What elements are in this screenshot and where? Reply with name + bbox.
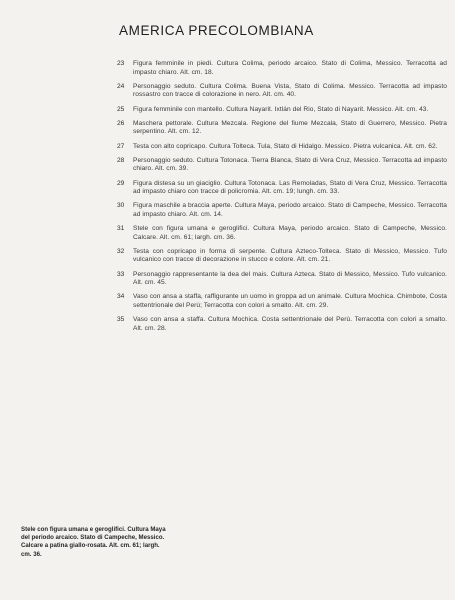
catalog-entry (117, 180, 447, 197)
catalog-entry (117, 316, 447, 333)
catalog-entry-list (117, 60, 447, 339)
entry-number: 26 (117, 119, 125, 127)
entry-description: Maschera pettorale. Cultura Mezcala. Regione del fiume Mezcala, Stato di Guerrero, Messico. Pietra serpentino. Alt. cm. 12. (133, 119, 447, 136)
entry-number: 35 (117, 316, 125, 324)
entry-description: Personaggio seduto. Cultura Colima. Buena Vista, Stato di Colima. Messico. Terracotta ad impasto rossastro con tracce di colorazione in nero. Alt. cm. 40. (133, 82, 447, 99)
entry-description: Personaggio rappresentante la dea del mais. Cultura Azteca. Stato di Messico, Messico. Tufo vulcanico. Alt. cm. 45. (133, 270, 447, 287)
entry-description: Testa con copricapo in forma di serpente. Cultura Azteco-Tolteca. Stato di Messico, Messico. Tufo vulcanico con tracce di decorazione in stucco e colore. Alt. cm. 21. (133, 247, 447, 264)
entry-description: Figura femminile con mantello. Cultura Nayarit. Ixtlán del Rio, Stato di Nayarit. Messico. Alt. cm. 43. (133, 105, 429, 113)
catalog-entry (117, 60, 447, 77)
catalog-entry (117, 157, 447, 174)
entry-description: Figura maschile a braccia aperte. Cultura Maya, periodo arcaico. Stato di Campeche, Messico. Terracotta ad impasto chiaro. Alt. cm. 14. (133, 202, 447, 218)
catalog-entry (117, 120, 447, 137)
entry-number: 25 (117, 105, 125, 113)
figure-caption: Stele con figura umana e geroglifici. Cultura Maya del periodo arcaico. Stato di Campeche, Messico. Calcare a patina giallo-rosata. Alt. cm. 61; largh. cm. 36. (21, 526, 166, 558)
entry-number: 31 (117, 225, 125, 233)
catalog-entry (117, 248, 447, 265)
catalog-entry (117, 271, 447, 288)
entry-number: 34 (117, 293, 125, 301)
entry-number: 30 (117, 202, 125, 210)
entry-number: 29 (117, 179, 125, 187)
catalog-entry (117, 225, 447, 242)
catalog-entry (117, 106, 447, 115)
entry-number: 27 (117, 142, 125, 150)
entry-description: Figura femminile in piedi. Cultura Colima, periodo arcaico. Stato di Colima, Messico. Terracotta ad impasto chiaro. Alt. cm. 18. (133, 60, 447, 76)
entry-number: 33 (117, 270, 125, 278)
catalog-entry (117, 202, 447, 219)
entry-description: Personaggio seduto. Cultura Totonaca. Tierra Blanca, Stato di Vera Cruz, Messico. Terracotta ad impasto chiaro. Alt. cm. 39. (133, 156, 447, 173)
catalog-entry (117, 83, 447, 100)
catalog-entry (117, 293, 447, 310)
page-title: AMERICA PRECOLOMBIANA (119, 23, 314, 38)
entry-description: Vaso con ansa a staffa. Cultura Mochica. Costa settentrionale del Perù. Terracotta con colori a smalto. Alt. cm. 28. (133, 316, 447, 332)
entry-description: Stele con figura umana e geroglifici. Cultura Maya, periodo arcaico. Stato di Campeche, Messico. Calcare. Alt. cm. 61; largh. cm. 36. (133, 225, 447, 241)
entry-number: 32 (117, 247, 125, 255)
entry-description: Figura distesa su un giaciglio. Cultura Totonaca. Las Remoladas, Stato di Vera Cruz, Messico. Terracotta ad impasto chiaro con tracce di policromia. Alt. cm. 19; lungh. cm. 33. (133, 179, 447, 196)
catalog-entry (117, 143, 447, 152)
entry-description: Vaso con ansa a staffa, raffigurante un uomo in groppa ad un animale. Cultura Mochica. Chimbote, Costa settentrionale del Perù; Terracotta con colori a smalto. Alt. cm. 29. (133, 293, 447, 309)
entry-number: 23 (117, 60, 125, 67)
entry-number: 24 (117, 82, 125, 90)
entry-description: Testa con alto copricapo. Cultura Tolteca. Tula, Stato di Hidalgo. Messico. Pietra vulcanica. Alt. cm. 62. (133, 142, 438, 150)
entry-number: 28 (117, 156, 125, 164)
